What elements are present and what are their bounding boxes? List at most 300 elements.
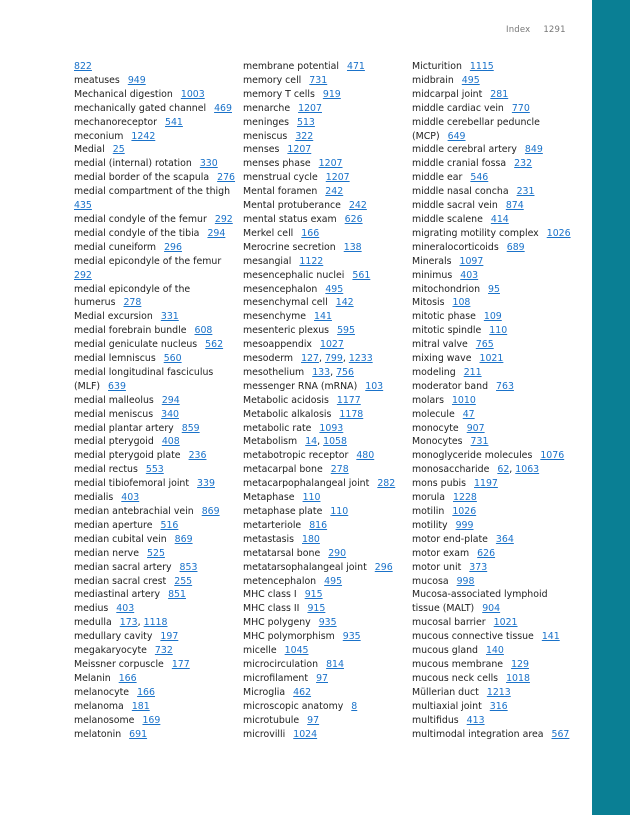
- index-entry-line: [243, 561, 411, 575]
- index-entry-line: [412, 60, 580, 74]
- page-link[interactable]: 14: [305, 436, 318, 448]
- index-entry-line: [74, 102, 242, 116]
- page-link[interactable]: 197: [160, 631, 179, 643]
- page-link[interactable]: 181: [131, 700, 150, 712]
- index-term: Müllerian duct: [412, 686, 479, 698]
- index-entry-line: [74, 213, 242, 227]
- page-link[interactable]: 1118: [143, 617, 168, 629]
- page-link[interactable]: 851: [168, 589, 186, 601]
- index-entry-line: [412, 310, 580, 324]
- page-link[interactable]: 869: [201, 506, 220, 517]
- page-link[interactable]: 403: [460, 269, 479, 281]
- page-link[interactable]: 1242: [131, 130, 156, 142]
- page-separator: ,: [509, 464, 516, 476]
- page-link[interactable]: 435: [74, 200, 92, 212]
- page-link[interactable]: 516: [160, 519, 179, 531]
- index-term: mucous connective tissue: [412, 631, 534, 643]
- index-entry-line: [243, 477, 411, 491]
- index-term: Metabolism: [243, 436, 298, 448]
- page-link[interactable]: 1021: [493, 617, 518, 629]
- page-link[interactable]: 626: [344, 213, 363, 225]
- page-link[interactable]: 553: [145, 464, 164, 476]
- index-term: medial epicondyle of the: [74, 283, 191, 295]
- index-term: middle cerebellar peduncle: [412, 116, 540, 128]
- page-link[interactable]: 915: [304, 589, 323, 601]
- index-term: mesothelium: [243, 366, 305, 378]
- page-link[interactable]: 1177: [336, 394, 361, 406]
- page-link[interactable]: 814: [326, 658, 344, 670]
- index-entry-line: [74, 505, 242, 519]
- index-term: median nerve: [74, 547, 140, 559]
- page-link[interactable]: 1021: [479, 353, 504, 365]
- index-entry-line: [74, 672, 242, 686]
- index-entry-line: [243, 644, 411, 658]
- page-link[interactable]: 1010: [451, 394, 476, 406]
- page-link[interactable]: 998: [456, 575, 475, 587]
- page-link[interactable]: 1026: [452, 506, 477, 517]
- index-entry-line: [243, 658, 411, 672]
- index-entry-line: [243, 519, 411, 533]
- page-link[interactable]: 292: [214, 213, 233, 225]
- index-term: medullary cavity: [74, 631, 153, 643]
- index-term: (MCP): [412, 130, 440, 142]
- page-link[interactable]: 339: [197, 478, 215, 490]
- index-entry-line: [412, 352, 580, 366]
- page-link[interactable]: 166: [118, 672, 137, 684]
- page-link[interactable]: 1018: [506, 672, 530, 684]
- index-entry-line: [74, 88, 242, 102]
- page-link[interactable]: 859: [181, 422, 200, 434]
- page-link[interactable]: 1207: [318, 158, 343, 170]
- page-link[interactable]: 166: [137, 686, 155, 698]
- page-link[interactable]: 763: [496, 380, 514, 392]
- index-term: mesoappendix: [243, 339, 312, 351]
- index-entry-line: [412, 283, 580, 297]
- index-term: melanoma: [74, 700, 124, 712]
- page-link[interactable]: 1026: [546, 227, 571, 239]
- index-term: mitotic phase: [412, 311, 476, 323]
- page-link[interactable]: 97: [316, 672, 328, 684]
- page-separator: ,: [137, 617, 144, 629]
- index-term: molars: [412, 394, 444, 406]
- index-entry-line: [74, 116, 242, 130]
- index-entry-line: [412, 602, 580, 616]
- page-link[interactable]: 562: [205, 339, 224, 351]
- page-link[interactable]: 869: [174, 533, 193, 545]
- index-term: mental status exam: [243, 213, 337, 225]
- page-link[interactable]: 1178: [339, 408, 364, 420]
- running-header: [506, 25, 566, 35]
- index-term: mesencephalon: [243, 283, 318, 295]
- index-entry-line: [74, 296, 242, 310]
- index-entry-line: [74, 422, 242, 436]
- page-link[interactable]: 1207: [325, 172, 350, 184]
- index-entry-line: [243, 575, 411, 589]
- page-link[interactable]: 294: [161, 394, 180, 406]
- index-term: microvilli: [243, 728, 286, 740]
- index-term: mesenchymal cell: [243, 297, 328, 309]
- index-term: meconium: [74, 130, 124, 142]
- index-entry-line: [412, 185, 580, 199]
- index-term: motor end-plate: [412, 533, 488, 545]
- page-link[interactable]: 142: [335, 297, 354, 309]
- page-link[interactable]: 799: [324, 353, 343, 365]
- index-entry-line: [74, 463, 242, 477]
- page-link[interactable]: 495: [324, 575, 343, 587]
- page-link[interactable]: 413: [466, 714, 485, 726]
- page-link[interactable]: 255: [174, 575, 193, 587]
- index-entry-line: [243, 102, 411, 116]
- page-separator: ,: [318, 353, 325, 365]
- page-link[interactable]: 110: [302, 492, 321, 504]
- index-entry-line: [74, 143, 242, 157]
- index-entry-line: [412, 533, 580, 547]
- index-entry-line: [74, 547, 242, 561]
- index-entry-line: [243, 171, 411, 185]
- page-link[interactable]: 103: [365, 380, 384, 392]
- page-link[interactable]: 689: [506, 241, 525, 253]
- index-term: microtubule: [243, 714, 300, 726]
- index-entry-line: [243, 700, 411, 714]
- page-link[interactable]: 231: [516, 186, 535, 198]
- page-link[interactable]: 816: [309, 519, 328, 531]
- index-entry-line: [74, 171, 242, 185]
- index-entry-line: [412, 728, 580, 742]
- page-link[interactable]: 25: [112, 144, 125, 156]
- page-link[interactable]: 403: [116, 603, 135, 615]
- page-link[interactable]: 495: [461, 74, 480, 86]
- page-link[interactable]: 211: [463, 366, 482, 378]
- page-link[interactable]: 595: [337, 325, 355, 337]
- page-link[interactable]: 935: [342, 631, 361, 643]
- page-link[interactable]: 756: [336, 366, 354, 378]
- index-entry-line: [74, 130, 242, 144]
- page-link[interactable]: 296: [164, 241, 182, 253]
- index-term: medial compartment of the thigh: [74, 186, 231, 198]
- page-link[interactable]: 316: [489, 700, 508, 712]
- page-link[interactable]: 513: [297, 116, 315, 128]
- index-term: metacarpal bone: [243, 464, 323, 476]
- page-link[interactable]: 129: [511, 658, 529, 670]
- index-term: menarche: [243, 102, 291, 114]
- page-separator: ,: [342, 353, 349, 365]
- index-term: median antebrachial vein: [74, 506, 194, 517]
- page-link[interactable]: 649: [447, 130, 466, 142]
- index-entry-line: [74, 561, 242, 575]
- index-entry-line: [243, 366, 411, 380]
- index-term: micelle: [243, 645, 277, 657]
- page-link[interactable]: 849: [524, 144, 543, 156]
- page-link[interactable]: 242: [325, 186, 344, 198]
- index-term: metatarsal bone: [243, 547, 321, 559]
- index-term: Metabolic acidosis: [243, 394, 329, 406]
- index-term: Metaphase: [243, 492, 295, 504]
- page-link[interactable]: 278: [330, 464, 349, 476]
- page-link[interactable]: 541: [164, 116, 183, 128]
- index-term: Merkel cell: [243, 227, 294, 239]
- index-term: modeling: [412, 366, 456, 378]
- index-entry-line: [243, 728, 411, 742]
- index-term: memory T cells: [243, 88, 315, 100]
- index-entry-line: [74, 658, 242, 672]
- index-entry-line: [74, 630, 242, 644]
- page-link[interactable]: 166: [301, 227, 320, 239]
- page-link[interactable]: 403: [121, 492, 140, 504]
- page-link[interactable]: 1063: [515, 464, 540, 476]
- page-link[interactable]: 292: [74, 269, 92, 281]
- index-term: mesencephalic nuclei: [243, 269, 345, 281]
- index-entry-line: [412, 477, 580, 491]
- page-link[interactable]: 1197: [474, 478, 498, 490]
- page-link[interactable]: 180: [302, 533, 320, 545]
- index-entry-line: [243, 227, 411, 241]
- index-term: medial forebrain bundle: [74, 325, 187, 337]
- page-link[interactable]: 110: [330, 506, 349, 517]
- page-link[interactable]: 949: [127, 74, 146, 86]
- index-term: Monocytes: [412, 436, 463, 448]
- index-entry-line: [243, 296, 411, 310]
- page-link[interactable]: 1233: [348, 353, 373, 365]
- index-term: microcirculation: [243, 658, 319, 670]
- index-term: medial condyle of the tibia: [74, 227, 200, 239]
- index-entry-line: [412, 616, 580, 630]
- page-link[interactable]: 639: [108, 380, 126, 392]
- index-term: mucosa: [412, 575, 449, 587]
- page-link[interactable]: 278: [123, 297, 142, 309]
- index-term: metabotropic receptor: [243, 450, 349, 462]
- header-page-number: 1291: [543, 25, 566, 35]
- index-entry-line: [243, 324, 411, 338]
- page-link[interactable]: 242: [348, 200, 367, 212]
- header-section-title: Index: [506, 25, 531, 35]
- page-link[interactable]: 177: [171, 658, 190, 670]
- index-term: mucous membrane: [412, 658, 504, 670]
- index-entry-line: [412, 672, 580, 686]
- index-term: motilin: [412, 506, 445, 517]
- page-link[interactable]: 408: [161, 436, 180, 448]
- page-link[interactable]: 904: [482, 603, 501, 615]
- page-link[interactable]: 546: [470, 172, 489, 184]
- index-term: Medial excursion: [74, 311, 153, 323]
- index-term: melatonin: [74, 728, 122, 740]
- index-term: megakaryocyte: [74, 645, 147, 657]
- index-term: Mucosa-associated lymphoid: [412, 589, 548, 601]
- page-link[interactable]: 822: [74, 61, 92, 72]
- page-link[interactable]: 236: [188, 450, 207, 462]
- index-entry-line: [412, 296, 580, 310]
- page-link[interactable]: 1207: [287, 144, 312, 156]
- page-link[interactable]: 1076: [540, 450, 565, 462]
- page-link[interactable]: 765: [475, 339, 494, 351]
- index-term: MHC polymorphism: [243, 631, 335, 643]
- index-term: medial malleolus: [74, 394, 154, 406]
- index-term: medial tibiofemoral joint: [74, 478, 190, 490]
- index-term: mons pubis: [412, 478, 467, 490]
- page-link[interactable]: 471: [346, 61, 365, 72]
- page-link[interactable]: 732: [154, 645, 173, 657]
- index-entry-line: [243, 269, 411, 283]
- index-term: medial pterygoid: [74, 436, 154, 448]
- page-link[interactable]: 140: [485, 645, 504, 657]
- page-link[interactable]: 282: [377, 478, 396, 490]
- index-term: medial border of the scapula: [74, 172, 210, 184]
- page-link[interactable]: 1093: [319, 422, 344, 434]
- index-term: MHC class II: [243, 603, 300, 615]
- index-entry-line: [74, 185, 242, 199]
- index-entry-line: [243, 686, 411, 700]
- index-entry-line: [243, 143, 411, 157]
- page-link[interactable]: 108: [452, 297, 471, 309]
- page-link[interactable]: 907: [466, 422, 485, 434]
- index-entry-line: [412, 505, 580, 519]
- page-link[interactable]: 169: [142, 714, 161, 726]
- index-entry-line: [412, 116, 580, 130]
- page-link[interactable]: 770: [511, 102, 530, 114]
- page-link[interactable]: 276: [217, 172, 236, 184]
- page-link[interactable]: 469: [214, 102, 232, 114]
- index-entry-line: [74, 644, 242, 658]
- page-link[interactable]: 127: [301, 353, 319, 365]
- index-entry-line: [74, 588, 242, 602]
- page-link[interactable]: 480: [356, 450, 375, 462]
- page-link[interactable]: 138: [343, 241, 362, 253]
- page-link[interactable]: 141: [314, 311, 332, 323]
- page-link[interactable]: 525: [147, 547, 165, 559]
- index-term: mesangial: [243, 255, 292, 267]
- index-term: Mental foramen: [243, 186, 318, 198]
- page-link[interactable]: 8: [351, 700, 358, 712]
- page-link[interactable]: 294: [207, 227, 226, 239]
- index-term: mucous gland: [412, 645, 478, 657]
- page-link[interactable]: 561: [352, 269, 371, 281]
- index-entry-line: [74, 491, 242, 505]
- index-entry-line: [412, 575, 580, 589]
- index-term: memory cell: [243, 74, 302, 86]
- index-entry-line: [412, 463, 580, 477]
- page-link[interactable]: 1027: [319, 339, 344, 351]
- page-link[interactable]: 462: [293, 686, 312, 698]
- page-link[interactable]: 109: [483, 311, 502, 323]
- page-link[interactable]: 173: [119, 617, 138, 629]
- index-entry-line: [243, 74, 411, 88]
- page-link[interactable]: 281: [490, 88, 509, 100]
- index-entry-line: [243, 116, 411, 130]
- index-term: Minerals: [412, 255, 452, 267]
- page-link[interactable]: 414: [490, 213, 509, 225]
- index-term: messenger RNA (mRNA): [243, 380, 358, 392]
- index-entry-line: [74, 575, 242, 589]
- index-term: menses phase: [243, 158, 311, 170]
- page-link[interactable]: 731: [470, 436, 489, 448]
- index-term: middle ear: [412, 172, 463, 184]
- index-term: metabolic rate: [243, 422, 312, 434]
- page-link[interactable]: 296: [374, 561, 393, 573]
- page-link[interactable]: 560: [163, 353, 182, 365]
- page-link[interactable]: 608: [194, 325, 213, 337]
- index-term: median cubital vein: [74, 533, 167, 545]
- index-entry-line: [243, 310, 411, 324]
- page-link[interactable]: 1122: [299, 255, 324, 267]
- index-term: mucosal barrier: [412, 617, 486, 629]
- page-link[interactable]: 874: [505, 200, 524, 212]
- index-entry-line: [243, 463, 411, 477]
- index-entry-line: [74, 283, 242, 297]
- page-link[interactable]: 373: [469, 561, 488, 573]
- index-column-3: [412, 60, 580, 741]
- index-term: medial epicondyle of the femur: [74, 255, 222, 267]
- page-link[interactable]: 919: [322, 88, 341, 100]
- page-link[interactable]: 133: [312, 366, 331, 378]
- index-entry-line: [243, 588, 411, 602]
- page-link[interactable]: 731: [309, 74, 328, 86]
- page-link[interactable]: 691: [129, 728, 148, 740]
- index-entry-line: [412, 269, 580, 283]
- page-link[interactable]: 110: [489, 325, 508, 337]
- page-link[interactable]: 232: [514, 158, 533, 170]
- index-term: mucous neck cells: [412, 672, 499, 684]
- index-term: multimodal integration area: [412, 728, 544, 740]
- index-term: molecule: [412, 408, 455, 420]
- page-link[interactable]: 567: [551, 728, 570, 740]
- page-link[interactable]: 853: [179, 561, 198, 573]
- page-link[interactable]: 330: [199, 158, 218, 170]
- page-link[interactable]: 1045: [284, 645, 309, 657]
- index-entry-line: [412, 408, 580, 422]
- index-entry-line: [412, 255, 580, 269]
- index-term: Metabolic alkalosis: [243, 408, 332, 420]
- index-term: median sacral artery: [74, 561, 172, 573]
- page-link[interactable]: 999: [455, 519, 474, 531]
- page-link[interactable]: 1024: [293, 728, 318, 740]
- index-entry-line: [243, 241, 411, 255]
- index-entry-line: [243, 338, 411, 352]
- index-term: metacarpophalangeal joint: [243, 478, 370, 490]
- index-term: middle cranial fossa: [412, 158, 507, 170]
- page-link[interactable]: 1207: [298, 102, 322, 114]
- page-link[interactable]: 97: [307, 714, 320, 726]
- index-entry-line: [74, 366, 242, 380]
- index-term: microfilament: [243, 672, 309, 684]
- page-link[interactable]: 495: [325, 283, 344, 295]
- page-link[interactable]: 1097: [459, 255, 484, 267]
- page-link[interactable]: 290: [328, 547, 347, 559]
- index-term: medial plantar artery: [74, 422, 174, 434]
- page-link[interactable]: 915: [307, 603, 326, 615]
- page-link[interactable]: 935: [318, 617, 337, 629]
- page-link[interactable]: 626: [477, 547, 496, 559]
- page-link[interactable]: 364: [495, 533, 514, 545]
- page-link[interactable]: 1003: [180, 88, 205, 100]
- page-link[interactable]: 340: [161, 408, 180, 420]
- page-link[interactable]: 322: [295, 130, 314, 142]
- page-link[interactable]: 1115: [469, 61, 494, 72]
- index-entry-line: [74, 269, 242, 283]
- page-link[interactable]: 62: [497, 464, 510, 476]
- index-entry-line: [412, 130, 580, 144]
- page-link[interactable]: 95: [488, 283, 500, 295]
- page-link[interactable]: 47: [462, 408, 475, 420]
- page-link[interactable]: 1058: [323, 436, 347, 448]
- page-link[interactable]: 1228: [453, 492, 477, 504]
- page-link[interactable]: 331: [160, 311, 179, 323]
- index-entry-line: [412, 547, 580, 561]
- index-term: medial geniculate nucleus: [74, 339, 198, 351]
- index-term: metaphase plate: [243, 506, 323, 517]
- index-entry-line: [412, 394, 580, 408]
- page-link[interactable]: 141: [541, 631, 560, 643]
- index-entry-line: [412, 380, 580, 394]
- page-link[interactable]: 1213: [486, 686, 511, 698]
